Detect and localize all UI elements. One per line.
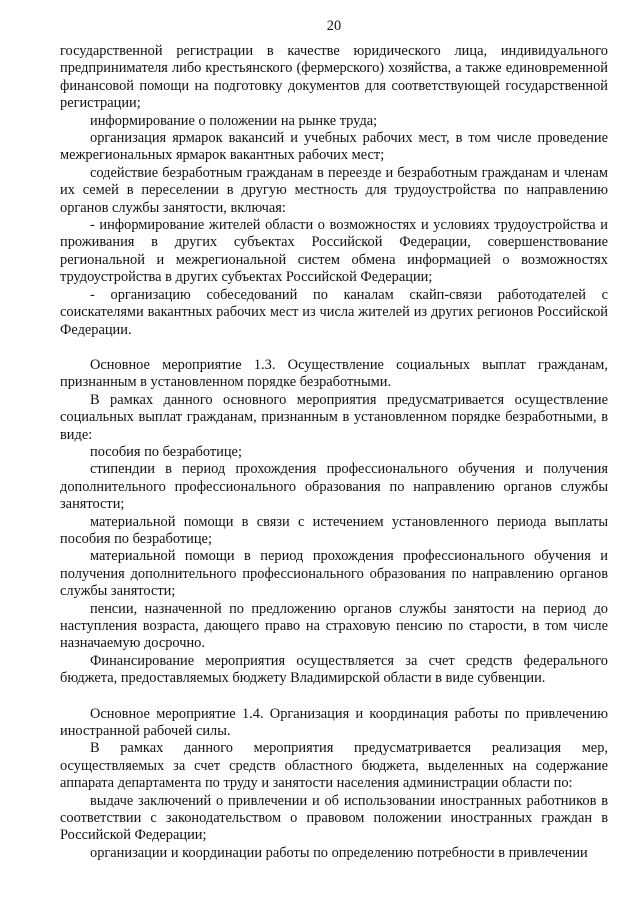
list-item-unemployment-benefit: пособия по безработице; bbox=[90, 443, 242, 460]
paragraph-federal-financing: Финансирование мероприятия осуществляется за счет средств федерального бюджета, предоставляемых бюджету Владимирской области в виде субвенции. bbox=[60, 652, 608, 687]
list-item-training-stipend: стипендии в период прохождения профессионального обучения и получения дополнительного профессионального образования по направлению органов службы занятости; bbox=[60, 461, 608, 513]
section-heading-1-4: Основное мероприятие 1.4. Организация и координация работы по привлечению иностранной рабочей силы. bbox=[60, 705, 608, 740]
list-item-material-aid-training: материальной помощи в период прохождения профессионального обучения и получения дополнительного профессионального образования по направлению органов службы занятости; bbox=[60, 548, 608, 600]
paragraph-relocation-assistance: содействие безработным гражданам в переезде и безработным гражданам и членам их семей в переселении в другую местность для трудоустройства по направлению органов службы занятости, включая: bbox=[60, 164, 608, 216]
list-item-informing-residents: - информирование жителей области о возможностях и условиях трудоустройства и проживания в других субъектах Российской Федерации, совершенствование региональной и межрегиональной систем обмена информацией о возможностях трудоустройства в других субъектах Российской Федерации; bbox=[60, 217, 608, 286]
list-item-foreign-worker-conclusions: выдаче заключений о привлечении и об использовании иностранных работников в соответствии с законодательством о правовом положении иностранных граждан в Российской Федерации; bbox=[60, 792, 608, 844]
page-number: 20 bbox=[326, 18, 342, 34]
list-item-early-pension: пенсии, назначенной по предложению органов службы занятости на период до наступления возраста, дающего право на страховую пенсию по старости, в том числе назначаемую досрочно. bbox=[60, 600, 608, 652]
paragraph-regional-budget-measures: В рамках данного мероприятия предусматривается реализация мер, осуществляемых за счет средств областного бюджета, выделенных на содержание аппарата департамента по труду и занятости населения администрации области по: bbox=[60, 740, 608, 792]
list-item-coordination-needs: организации и координации работы по определению потребности в привлечении bbox=[90, 844, 588, 861]
section-gap bbox=[60, 339, 608, 357]
section-gap bbox=[60, 688, 608, 706]
paragraph-labor-market-info: информирование о положении на рынке труда; bbox=[90, 112, 378, 129]
paragraph-social-payments-intro: В рамках данного основного мероприятия предусматривается осуществление социальных выплат гражданам, признанным в установленном порядке безработными, в виде: bbox=[60, 391, 608, 443]
section-heading-1-3: Основное мероприятие 1.3. Осуществление социальных выплат гражданам, признанным в установленном порядке безработными. bbox=[60, 356, 608, 391]
paragraph-job-fairs: организация ярмарок вакансий и учебных рабочих мест, в том числе проведение межрегиональных ярмарок вакантных рабочих мест; bbox=[60, 130, 608, 164]
paragraph-state-registration: государственной регистрации в качестве юридического лица, индивидуального предпринимателя либо крестьянского (фермерского) хозяйства, а также единовременной финансовой помощи на подготовку документов для соответствующей государственной регистрации; bbox=[60, 43, 608, 112]
list-item-skype-interviews: - организацию собеседований по каналам скайп-связи работодателей с соискателями вакантных рабочих мест из числа жителей из других регионов Российской Федерации. bbox=[60, 286, 608, 338]
list-item-material-aid-expiry: материальной помощи в связи с истечением установленного периода выплаты пособия по безработице; bbox=[60, 513, 608, 547]
